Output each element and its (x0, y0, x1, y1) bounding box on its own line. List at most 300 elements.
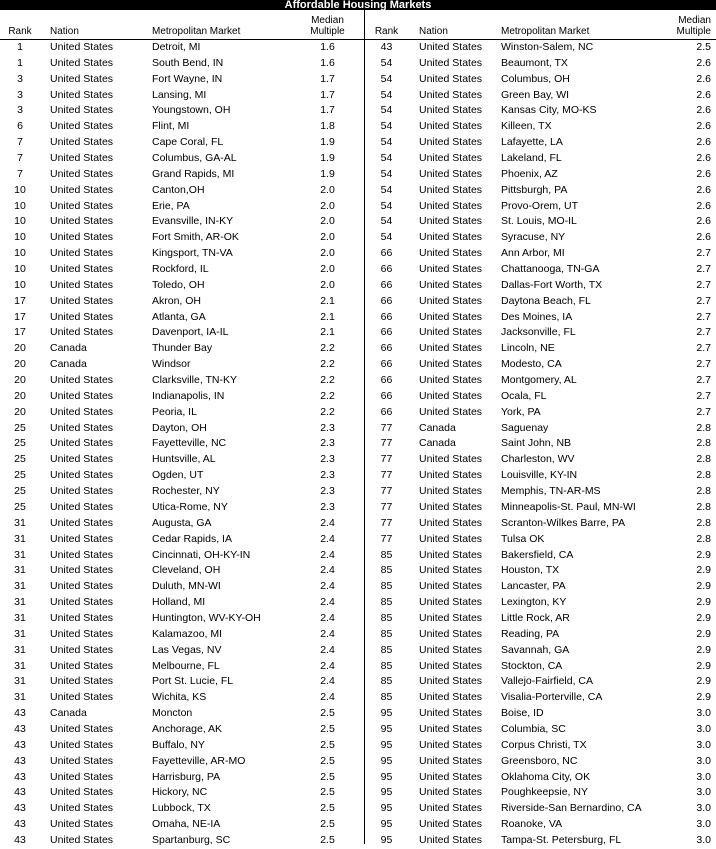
right-multiple-cell: 2.6 (696, 72, 711, 85)
header-multiple-2-line2: Multiple (676, 26, 711, 37)
right-multiple-cell: 2.6 (696, 167, 711, 180)
left-rank-cell: 20 (14, 374, 26, 387)
table-row (0, 563, 716, 579)
left-nation-cell: United States (50, 722, 114, 735)
right-rank-cell: 66 (380, 374, 393, 387)
table-row (0, 500, 716, 516)
left-multiple-cell: 2.4 (320, 548, 335, 561)
right-market-cell: Boise, ID (501, 707, 544, 720)
left-market-cell: Fayetteville, NC (152, 437, 227, 450)
left-market-cell: Lubbock, TX (152, 802, 211, 815)
right-market-cell: Louisville, KY-IN (501, 469, 578, 482)
left-nation-cell: Canada (50, 358, 87, 371)
table-row (0, 770, 716, 786)
left-rank-cell: 31 (14, 643, 26, 656)
right-market-cell: Killeen, TX (501, 120, 552, 133)
right-nation-cell: United States (419, 627, 483, 640)
right-market-cell: Tulsa OK (501, 532, 545, 545)
left-rank-cell: 25 (14, 453, 26, 466)
right-multiple-cell: 2.7 (696, 374, 711, 387)
left-multiple-cell: 2.2 (320, 342, 335, 355)
right-market-cell: Syracuse, NY (501, 231, 566, 244)
left-multiple-cell: 2.4 (320, 627, 335, 640)
right-multiple-cell: 2.8 (696, 500, 711, 513)
right-multiple-cell: 2.9 (696, 564, 711, 577)
left-multiple-cell: 1.7 (320, 72, 335, 85)
right-rank-cell: 54 (380, 167, 393, 180)
right-multiple-cell: 2.7 (696, 247, 711, 260)
left-rank-cell: 20 (14, 389, 26, 402)
right-nation-cell: United States (419, 453, 483, 466)
right-rank-cell: 85 (380, 659, 393, 672)
right-multiple-cell: 3.0 (696, 754, 711, 767)
left-market-cell: Fort Smith, AR-OK (152, 231, 239, 244)
table-row (0, 56, 716, 72)
left-rank-cell: 10 (14, 199, 26, 212)
table-row (0, 421, 716, 437)
right-nation-cell: United States (419, 833, 483, 846)
left-rank-cell: 6 (17, 120, 23, 133)
left-multiple-cell: 2.4 (320, 516, 335, 529)
left-nation-cell: United States (50, 120, 114, 133)
right-nation-cell: United States (419, 358, 483, 371)
left-rank-cell: 25 (14, 421, 26, 434)
left-nation-cell: United States (50, 564, 114, 577)
left-market-cell: Augusta, GA (152, 516, 212, 529)
left-nation-cell: United States (50, 294, 114, 307)
left-market-cell: Melbourne, FL (152, 659, 220, 672)
left-multiple-cell: 2.0 (320, 231, 335, 244)
right-market-cell: Roanoke, VA (501, 818, 563, 831)
right-nation-cell: United States (419, 485, 483, 498)
right-market-cell: St. Louis, MO-IL (501, 215, 577, 228)
left-rank-cell: 31 (14, 596, 26, 609)
right-market-cell: Ann Arbor, MI (501, 247, 565, 260)
right-nation-cell: United States (419, 596, 483, 609)
right-multiple-cell: 3.0 (696, 818, 711, 831)
left-market-cell: Buffalo, NY (152, 738, 205, 751)
left-rank-cell: 31 (14, 691, 26, 704)
left-market-cell: Cedar Rapids, IA (152, 532, 232, 545)
right-nation-cell: United States (419, 738, 483, 751)
right-multiple-cell: 2.8 (696, 485, 711, 498)
left-nation-cell: United States (50, 580, 114, 593)
table-row (0, 199, 716, 215)
left-market-cell: Fayetteville, AR-MO (152, 754, 246, 767)
left-market-cell: Davenport, IA-IL (152, 326, 229, 339)
right-nation-cell: United States (419, 643, 483, 656)
table-row (0, 135, 716, 151)
table-row (0, 817, 716, 833)
left-rank-cell: 7 (17, 152, 23, 165)
left-rank-cell: 31 (14, 532, 26, 545)
left-market-cell: Akron, OH (152, 294, 202, 307)
right-nation-cell: United States (419, 167, 483, 180)
right-rank-cell: 66 (380, 326, 393, 339)
right-rank-cell: 54 (380, 183, 393, 196)
table-row (0, 484, 716, 500)
right-nation-cell: United States (419, 770, 483, 783)
right-nation-cell: United States (419, 722, 483, 735)
left-nation-cell: United States (50, 453, 114, 466)
right-multiple-cell: 2.8 (696, 469, 711, 482)
left-market-cell: Fort Wayne, IN (152, 72, 223, 85)
right-market-cell: Tampa-St. Petersburg, FL (501, 833, 622, 846)
left-multiple-cell: 2.2 (320, 358, 335, 371)
left-market-cell: Anchorage, AK (152, 722, 223, 735)
right-market-cell: Columbus, OH (501, 72, 570, 85)
right-multiple-cell: 2.6 (696, 136, 711, 149)
right-nation-cell: United States (419, 136, 483, 149)
right-market-cell: Scranton-Wilkes Barre, PA (501, 516, 626, 529)
right-nation-cell: Canada (419, 421, 456, 434)
table-row (0, 119, 716, 135)
right-multiple-cell: 2.7 (696, 263, 711, 276)
right-multiple-cell: 3.0 (696, 786, 711, 799)
table-row (0, 754, 716, 770)
table-row (0, 183, 716, 199)
header-multiple (290, 15, 365, 37)
right-multiple-cell: 2.7 (696, 278, 711, 291)
right-rank-cell: 54 (380, 72, 393, 85)
right-rank-cell: 85 (380, 596, 393, 609)
right-market-cell: York, PA (501, 405, 541, 418)
right-rank-cell: 77 (380, 516, 393, 529)
table-row (0, 373, 716, 389)
left-nation-cell: United States (50, 754, 114, 767)
left-rank-cell: 25 (14, 469, 26, 482)
left-market-cell: Huntington, WV-KY-OH (152, 611, 261, 624)
right-rank-cell: 43 (380, 41, 393, 53)
left-rank-cell: 31 (14, 611, 26, 624)
left-nation-cell: United States (50, 532, 114, 545)
right-market-cell: Reading, PA (501, 627, 560, 640)
table-row (0, 103, 716, 119)
left-multiple-cell: 2.3 (320, 437, 335, 450)
left-multiple-cell: 2.3 (320, 485, 335, 498)
right-market-cell: Modesto, CA (501, 358, 562, 371)
left-market-cell: Port St. Lucie, FL (152, 675, 234, 688)
left-multiple-cell: 2.0 (320, 183, 335, 196)
right-market-cell: Houston, TX (501, 564, 560, 577)
right-rank-cell: 54 (380, 136, 393, 149)
right-market-cell: Little Rock, AR (501, 611, 570, 624)
left-rank-cell: 3 (17, 88, 23, 101)
left-multiple-cell: 2.2 (320, 374, 335, 387)
left-market-cell: Huntsville, AL (152, 453, 216, 466)
left-multiple-cell: 2.5 (320, 786, 335, 799)
right-nation-cell: United States (419, 231, 483, 244)
left-multiple-cell: 1.6 (320, 56, 335, 69)
left-multiple-cell: 1.9 (320, 136, 335, 149)
left-rank-cell: 10 (14, 231, 26, 244)
left-market-cell: Clarksville, TN-KY (152, 374, 237, 387)
left-nation-cell: United States (50, 41, 114, 53)
right-market-cell: Vallejo-Fairfield, CA (501, 675, 594, 688)
left-rank-cell: 10 (14, 183, 26, 196)
table-row (0, 405, 716, 421)
right-market-cell: Savannah, GA (501, 643, 570, 656)
left-market-cell: Duluth, MN-WI (152, 580, 221, 593)
left-multiple-cell: 2.0 (320, 263, 335, 276)
right-rank-cell: 95 (380, 818, 393, 831)
left-rank-cell: 3 (17, 104, 23, 117)
right-nation-cell: United States (419, 104, 483, 117)
left-market-cell: Columbus, GA-AL (152, 152, 237, 165)
table-row (0, 294, 716, 310)
right-nation-cell: United States (419, 659, 483, 672)
right-rank-cell: 77 (380, 469, 393, 482)
left-rank-cell: 25 (14, 500, 26, 513)
right-multiple-cell: 2.6 (696, 152, 711, 165)
left-nation-cell: United States (50, 691, 114, 704)
table-row (0, 151, 716, 167)
right-nation-cell: United States (419, 818, 483, 831)
right-multiple-cell: 2.6 (696, 215, 711, 228)
left-rank-cell: 43 (14, 786, 26, 799)
right-multiple-cell: 3.0 (696, 738, 711, 751)
left-nation-cell: United States (50, 548, 114, 561)
right-rank-cell: 95 (380, 707, 393, 720)
right-multiple-cell: 3.0 (696, 722, 711, 735)
right-market-cell: Riverside-San Bernardino, CA (501, 802, 642, 815)
right-nation-cell: United States (419, 374, 483, 387)
table-row (0, 72, 716, 88)
table-row (0, 262, 716, 278)
left-nation-cell: United States (50, 643, 114, 656)
left-market-cell: Thunder Bay (152, 342, 213, 355)
right-rank-cell: 85 (380, 627, 393, 640)
left-nation-cell: United States (50, 675, 114, 688)
left-market-cell: Erie, PA (152, 199, 190, 212)
right-nation-cell: United States (419, 215, 483, 228)
right-rank-cell: 66 (380, 342, 393, 355)
right-nation-cell: United States (419, 41, 483, 53)
left-rank-cell: 10 (14, 278, 26, 291)
right-rank-cell: 95 (380, 754, 393, 767)
left-nation-cell: United States (50, 738, 114, 751)
left-nation-cell: United States (50, 104, 114, 117)
left-market-cell: Toledo, OH (152, 278, 205, 291)
table-row (0, 532, 716, 548)
right-market-cell: Oklahoma City, OK (501, 770, 591, 783)
right-multiple-cell: 2.7 (696, 405, 711, 418)
right-market-cell: Saguenay (501, 421, 549, 434)
right-multiple-cell: 2.7 (696, 358, 711, 371)
left-nation-cell: United States (50, 833, 114, 846)
left-nation-cell: United States (50, 231, 114, 244)
left-multiple-cell: 2.2 (320, 389, 335, 402)
left-multiple-cell: 2.5 (320, 802, 335, 815)
right-rank-cell: 77 (380, 500, 393, 513)
left-rank-cell: 3 (17, 72, 23, 85)
left-rank-cell: 31 (14, 627, 26, 640)
left-market-cell: Rochester, NY (152, 485, 220, 498)
right-rank-cell: 85 (380, 611, 393, 624)
left-rank-cell: 20 (14, 405, 26, 418)
right-rank-cell: 66 (380, 263, 393, 276)
left-multiple-cell: 2.1 (320, 326, 335, 339)
right-rank-cell: 85 (380, 564, 393, 577)
left-multiple-cell: 1.7 (320, 88, 335, 101)
right-nation-cell: United States (419, 88, 483, 101)
right-rank-cell: 85 (380, 675, 393, 688)
left-market-cell: Harrisburg, PA (152, 770, 221, 783)
table-row (0, 722, 716, 738)
left-multiple-cell: 2.5 (320, 818, 335, 831)
left-rank-cell: 43 (14, 707, 26, 720)
right-multiple-cell: 2.6 (696, 183, 711, 196)
left-multiple-cell: 2.5 (320, 833, 335, 846)
left-multiple-cell: 2.4 (320, 611, 335, 624)
left-multiple-cell: 2.5 (320, 707, 335, 720)
left-market-cell: Peoria, IL (152, 405, 197, 418)
right-market-cell: Lafayette, LA (501, 136, 563, 149)
table-row (0, 214, 716, 230)
left-nation-cell: United States (50, 389, 114, 402)
table-row (0, 579, 716, 595)
right-rank-cell: 77 (380, 485, 393, 498)
table-row (0, 643, 716, 659)
right-nation-cell: United States (419, 247, 483, 260)
left-multiple-cell: 1.6 (320, 41, 335, 53)
left-rank-cell: 43 (14, 770, 26, 783)
header-multiple-line1: Median (311, 15, 344, 26)
right-multiple-cell: 2.9 (696, 580, 711, 593)
right-multiple-cell: 2.5 (696, 41, 711, 53)
right-market-cell: Provo-Orem, UT (501, 199, 579, 212)
left-multiple-cell: 2.1 (320, 294, 335, 307)
left-rank-cell: 31 (14, 675, 26, 688)
left-nation-cell: United States (50, 263, 114, 276)
left-multiple-cell: 2.5 (320, 754, 335, 767)
right-rank-cell: 95 (380, 833, 393, 846)
right-multiple-cell: 2.9 (696, 643, 711, 656)
right-multiple-cell: 2.7 (696, 389, 711, 402)
right-nation-cell: United States (419, 611, 483, 624)
left-nation-cell: United States (50, 786, 114, 799)
table-row (0, 706, 716, 722)
right-rank-cell: 54 (380, 88, 393, 101)
table-row (0, 548, 716, 564)
table-row (0, 167, 716, 183)
right-multiple-cell: 2.9 (696, 596, 711, 609)
right-multiple-cell: 2.7 (696, 342, 711, 355)
right-nation-cell: United States (419, 72, 483, 85)
left-market-cell: Kingsport, TN-VA (152, 247, 233, 260)
header-market-2: Metropolitan Market (501, 26, 590, 37)
left-multiple-cell: 2.0 (320, 278, 335, 291)
right-multiple-cell: 2.6 (696, 231, 711, 244)
left-rank-cell: 43 (14, 818, 26, 831)
right-nation-cell: United States (419, 294, 483, 307)
left-nation-cell: United States (50, 326, 114, 339)
right-nation-cell: United States (419, 691, 483, 704)
table-row (0, 389, 716, 405)
left-nation-cell: United States (50, 215, 114, 228)
left-multiple-cell: 1.9 (320, 152, 335, 165)
left-market-cell: Flint, MI (152, 120, 190, 133)
left-market-cell: Spartanburg, SC (152, 833, 231, 846)
header-multiple-line2: Multiple (310, 26, 345, 37)
table-row (0, 627, 716, 643)
right-rank-cell: 54 (380, 56, 393, 69)
right-multiple-cell: 2.6 (696, 199, 711, 212)
left-multiple-cell: 2.3 (320, 500, 335, 513)
right-market-cell: Greensboro, NC (501, 754, 578, 767)
left-rank-cell: 31 (14, 516, 26, 529)
left-nation-cell: United States (50, 152, 114, 165)
right-rank-cell: 66 (380, 247, 393, 260)
right-multiple-cell: 2.9 (696, 627, 711, 640)
right-multiple-cell: 2.6 (696, 88, 711, 101)
left-nation-cell: United States (50, 88, 114, 101)
right-nation-cell: United States (419, 389, 483, 402)
right-market-cell: Charleston, WV (501, 453, 575, 466)
right-market-cell: Stockton, CA (501, 659, 563, 672)
right-nation-cell: United States (419, 516, 483, 529)
table-row (0, 325, 716, 341)
right-nation-cell: United States (419, 754, 483, 767)
right-market-cell: Lancaster, PA (501, 580, 566, 593)
right-nation-cell: Canada (419, 437, 456, 450)
table-row (0, 690, 716, 706)
left-market-cell: Las Vegas, NV (152, 643, 222, 656)
right-rank-cell: 95 (380, 722, 393, 735)
left-nation-cell: United States (50, 310, 114, 323)
left-rank-cell: 20 (14, 358, 26, 371)
right-market-cell: Montgomery, AL (501, 374, 577, 387)
left-rank-cell: 10 (14, 215, 26, 228)
right-multiple-cell: 3.0 (696, 802, 711, 815)
right-market-cell: Daytona Beach, FL (501, 294, 591, 307)
left-market-cell: Wichita, KS (152, 691, 207, 704)
right-multiple-cell: 3.0 (696, 770, 711, 783)
table-row (0, 611, 716, 627)
right-nation-cell: United States (419, 199, 483, 212)
left-nation-cell: United States (50, 247, 114, 260)
right-market-cell: Pittsburgh, PA (501, 183, 568, 196)
right-rank-cell: 95 (380, 802, 393, 815)
table-row (0, 738, 716, 754)
left-rank-cell: 7 (17, 167, 23, 180)
table-row (0, 246, 716, 262)
right-multiple-cell: 2.8 (696, 516, 711, 529)
right-market-cell: Kansas City, MO-KS (501, 104, 597, 117)
left-multiple-cell: 2.3 (320, 453, 335, 466)
left-nation-cell: United States (50, 770, 114, 783)
left-nation-cell: United States (50, 199, 114, 212)
left-market-cell: Windsor (152, 358, 191, 371)
right-nation-cell: United States (419, 120, 483, 133)
left-nation-cell: United States (50, 627, 114, 640)
right-market-cell: Lakeland, FL (501, 152, 562, 165)
right-nation-cell: United States (419, 548, 483, 561)
right-rank-cell: 85 (380, 548, 393, 561)
right-multiple-cell: 2.8 (696, 437, 711, 450)
left-nation-cell: United States (50, 596, 114, 609)
left-market-cell: Evansville, IN-KY (152, 215, 234, 228)
left-rank-cell: 17 (14, 294, 26, 307)
header-rank-2: Rank (374, 26, 399, 37)
right-nation-cell: United States (419, 326, 483, 339)
left-rank-cell: 10 (14, 263, 26, 276)
right-rank-cell: 66 (380, 310, 393, 323)
right-rank-cell: 54 (380, 104, 393, 117)
left-rank-cell: 7 (17, 136, 23, 149)
right-multiple-cell: 2.8 (696, 532, 711, 545)
table-row (0, 278, 716, 294)
